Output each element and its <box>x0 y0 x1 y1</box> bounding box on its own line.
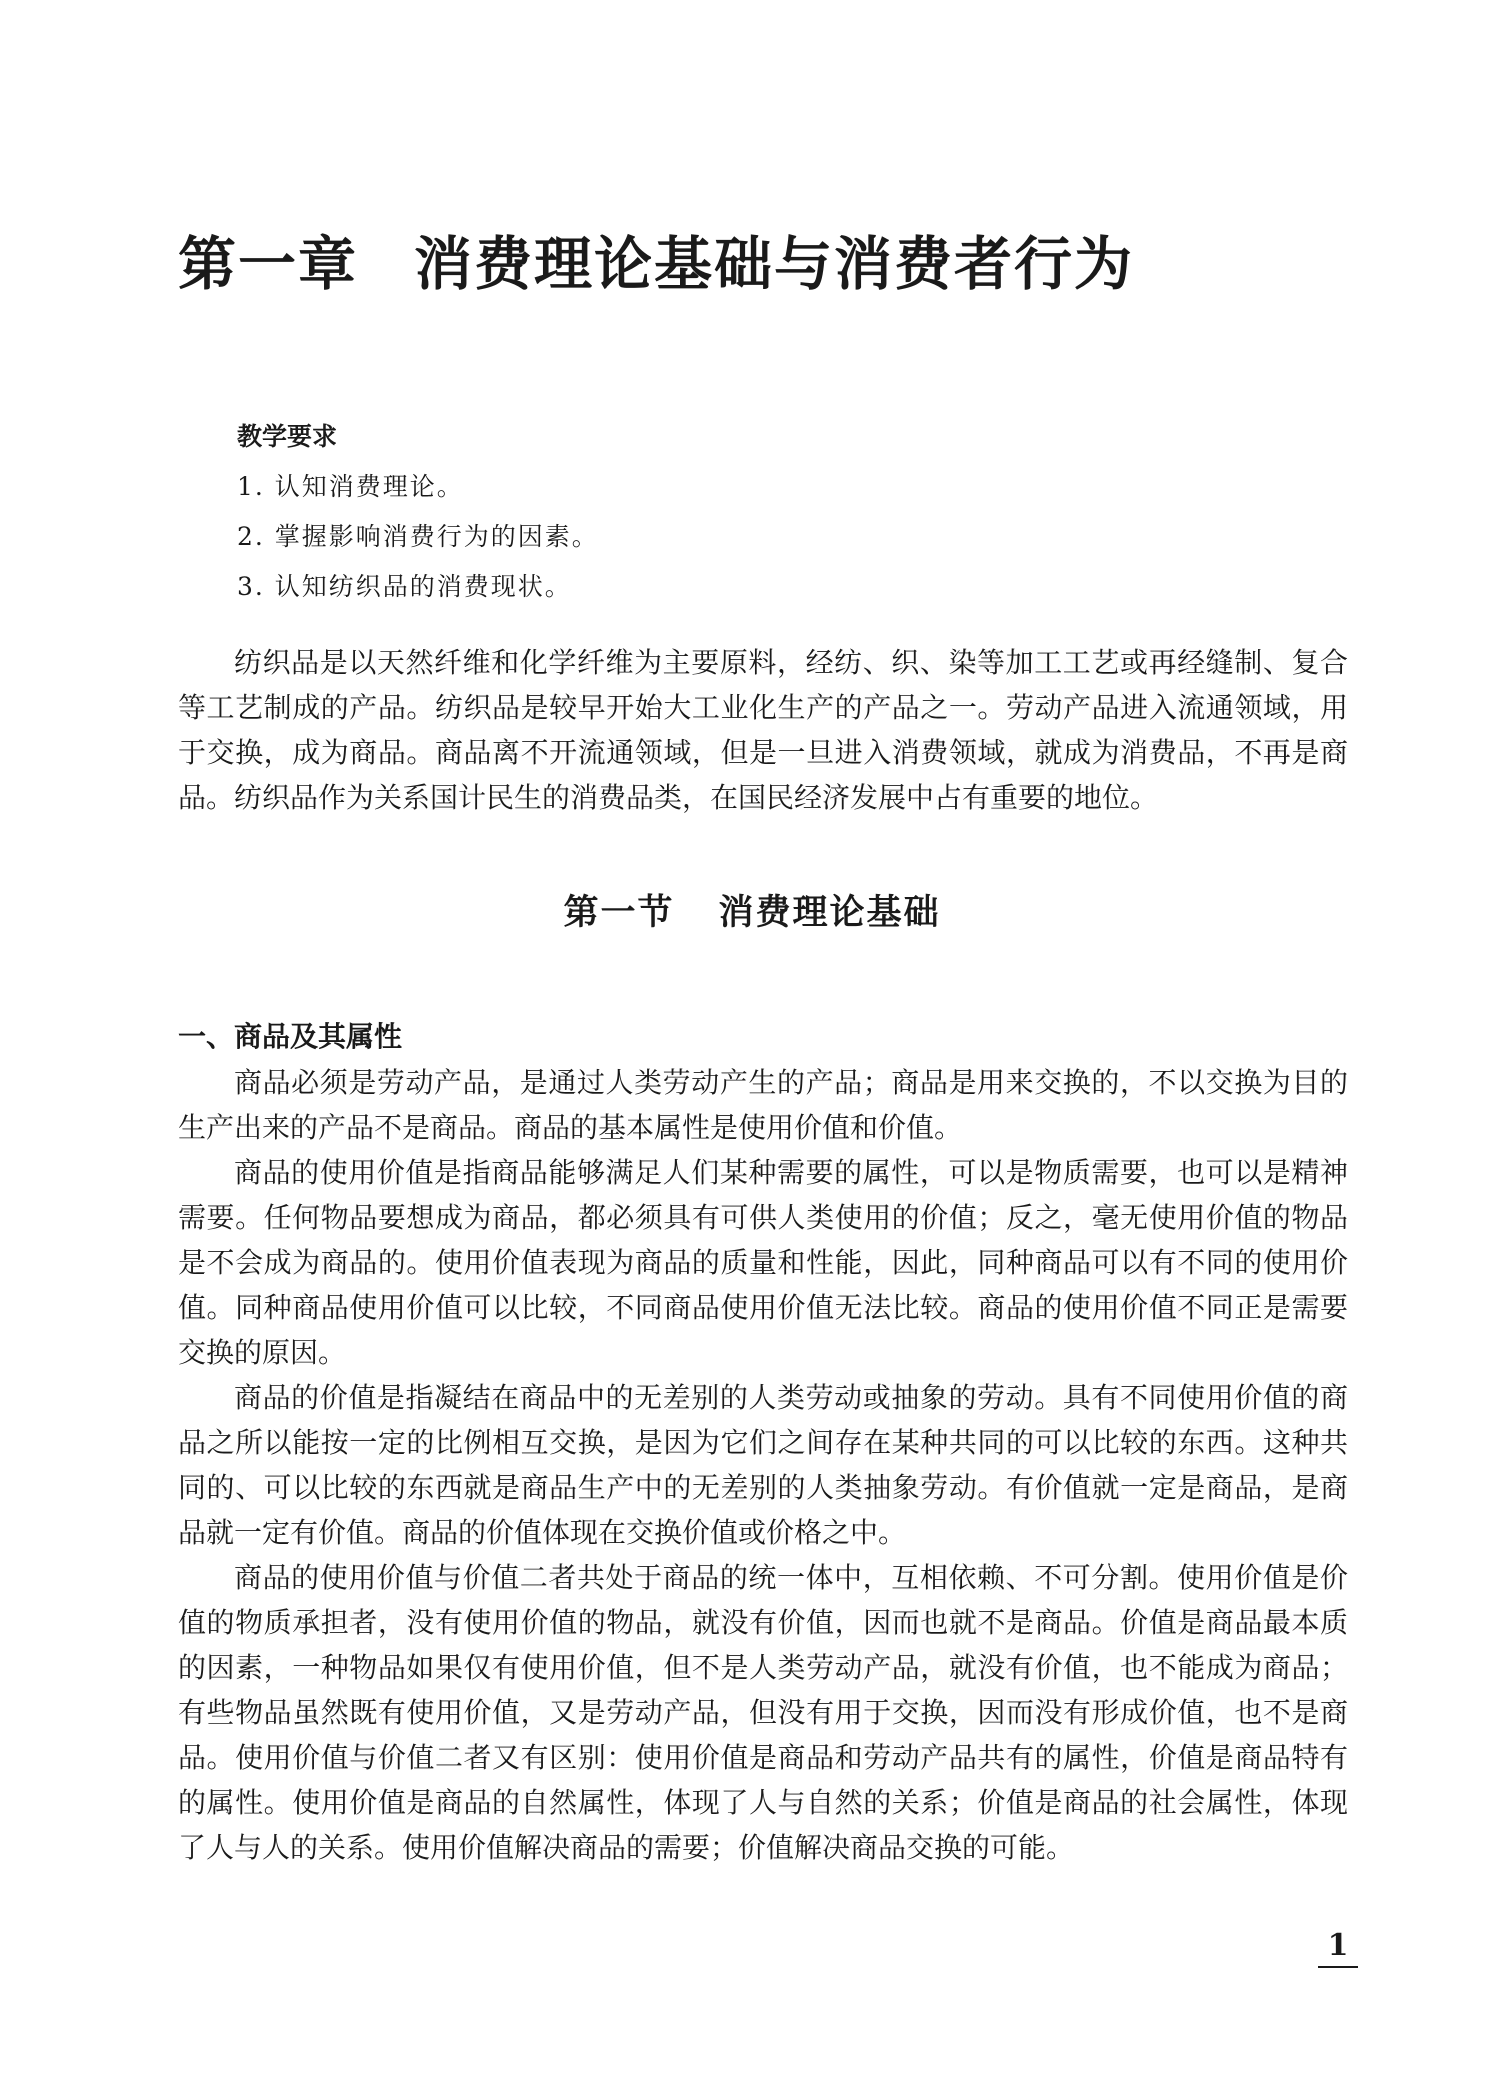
subsection-body <box>178 1060 1348 1870</box>
section-number: 第一节 <box>563 893 675 933</box>
chapter-name: 消费理论基础与消费者行为 <box>414 230 1135 298</box>
body-paragraph: 商品的价值是指凝结在商品中的无差别的人类劳动或抽象的劳动。具有不同使用价值的商品之所以能按一定的比例相互交换，是因为它们之间存在某种共同的可以比较的东西。这种共同的、可以比较的东西就是商品生产中的无差别的人类抽象劳动。有价值就一定是商品，是商品就一定有价值。商品的价值体现在交换价值或价格之中。 <box>178 1381 1348 1549</box>
requirement-item: 2. 掌握影响消费行为的因素。 <box>237 522 599 551</box>
requirement-item: 3. 认知纺织品的消费现状。 <box>237 572 572 601</box>
intro-text <box>178 640 1348 820</box>
page-number: 1 <box>1318 1928 1358 1968</box>
intro-paragraph: 纺织品是以天然纤维和化学纤维为主要原料，经纺、织、染等加工工艺或再经缝制、复合等工艺制成的产品。纺织品是较早开始大工业化生产的产品之一。劳动产品进入流通领域，用于交换，成为商品。商品离不开流通领域，但是一旦进入消费领域，就成为消费品，不再是商品。纺织品作为关系国计民生的消费品类，在国民经济发展中占有重要的地位。 <box>178 646 1348 814</box>
section-name: 消费理论基础 <box>718 893 941 933</box>
body-paragraph: 商品的使用价值与价值二者共处于商品的统一体中，互相依赖、不可分割。使用价值是价值的物质承担者，没有使用价值的物品，就没有价值，因而也就不是商品。价值是商品最本质的因素，一种物品如果仅有使用价值，但不是人类劳动产品，就没有价值，也不能成为商品；有些物品虽然既有使用价值，又是劳动产品，但没有用于交换，因而没有形成价值，也不是商品。使用价值与价值二者又有区别：使用价值是商品和劳动产品共有的属性，价值是商品特有的属性。使用价值是商品的自然属性，体现了人与自然的关系；价值是商品的社会属性，体现了人与人的关系。使用价值解决商品的需要；价值解决商品交换的可能。 <box>178 1561 1348 1864</box>
teaching-requirements-heading: 教学要求 <box>237 422 338 451</box>
body-paragraph: 商品的使用价值是指商品能够满足人们某种需要的属性，可以是物质需要，也可以是精神需要。任何物品要想成为商品，都必须具有可供人类使用的价值；反之，毫无使用价值的物品是不会成为商品的。使用价值表现为商品的质量和性能，因此，同种商品可以有不同的使用价值。同种商品使用价值可以比较，不同商品使用价值无法比较。商品的使用价值不同正是需要交换的原因。 <box>178 1156 1348 1369</box>
body-paragraph: 商品必须是劳动产品，是通过人类劳动产生的产品；商品是用来交换的，不以交换为目的生产出来的产品不是商品。商品的基本属性是使用价值和价值。 <box>178 1066 1348 1144</box>
requirement-item: 1. 认知消费理论。 <box>237 472 464 501</box>
chapter-number: 第一章 <box>178 230 359 298</box>
teaching-requirements <box>237 412 1237 612</box>
subsection-heading: 一、商品及其属性 <box>178 1020 403 1053</box>
chapter-title <box>178 228 1134 300</box>
section-title <box>0 888 1504 938</box>
